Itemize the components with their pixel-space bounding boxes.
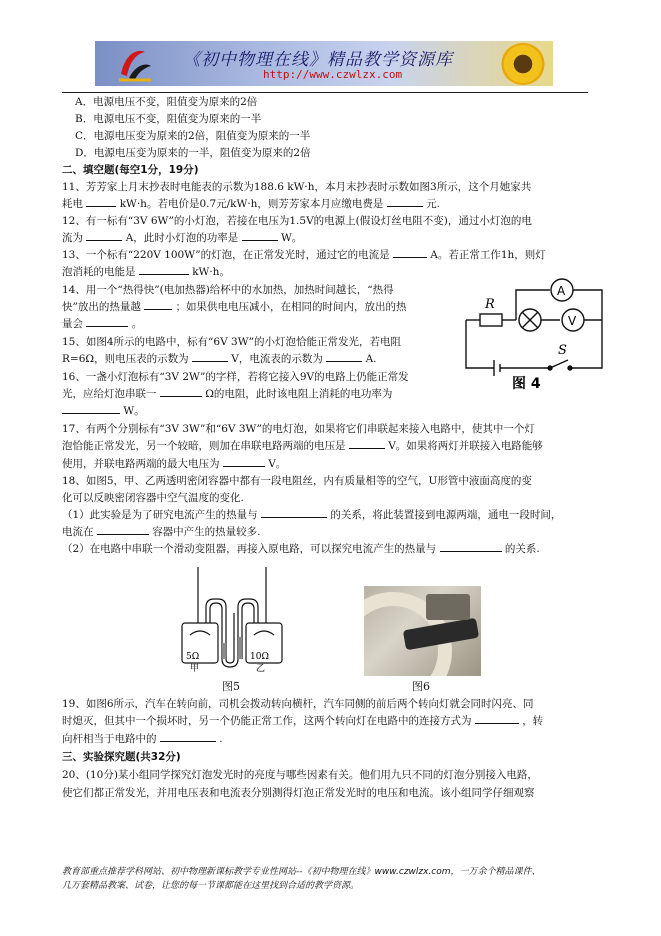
- q16-text-b: Ω的电阻，此时该电阻上消耗的电功率为: [205, 388, 393, 400]
- fig4-label-a: A: [557, 284, 566, 298]
- q16-line1: 16、一盏小灯泡标有“3V 2W”的字样，若将它接入9V的电路上仍能正常发: [62, 371, 409, 383]
- q19-text-a: 时熄灭，但其中一个损坏时，另一个仍能正常工作，这两个转向灯在电路中的连接方式为: [62, 715, 472, 727]
- q11-blank-1[interactable]: [86, 196, 116, 207]
- header-rule: [62, 92, 588, 93]
- option-c: C．电源电压变为原来的2倍，阻值变为原来的一半: [75, 130, 311, 142]
- fig4-label-v: V: [568, 314, 577, 328]
- q12-blank-1[interactable]: [86, 230, 122, 241]
- header-title: 《初中物理在线》精品教学资源库: [183, 50, 453, 70]
- q17-line3: [62, 456, 286, 471]
- fig5-label-yi: 乙: [256, 664, 266, 673]
- figure-5-apparatus: [176, 563, 288, 673]
- q19-text-b: ，转: [522, 715, 544, 727]
- footer-line1: 教育部重点推荐学科网站、初中物理新课标教学专业性网站--《初中物理在线》www.czwlzx.com，一万余个精品课件、: [62, 867, 541, 877]
- q18-blank-1[interactable]: [261, 507, 327, 518]
- q20-line1: 20、(10分)某小组同学探究灯泡发光时的亮度与哪些因素有关。他们用九只不同的灯泡分别接入电路，: [62, 769, 538, 781]
- q18-text-e: （2）在电路中串联一个滑动变阻器，再接入原电路，可以探究电流产生的热量与: [62, 543, 437, 555]
- header-banner: [95, 41, 553, 86]
- q17-text-b: V。如果将两灯并联接入电路能够: [388, 440, 543, 452]
- fig5-r1: 5Ω: [186, 652, 200, 662]
- q15-line1: 15、如图4所示的电路中，标有“6V 3W”的小灯泡恰能正常发光，若电阻: [62, 336, 402, 348]
- q14-text-c: 量会: [62, 318, 83, 330]
- q11-line2: [62, 196, 440, 211]
- fig5-caption: 图5: [222, 680, 240, 693]
- q11-line1: 11、芳芳家上月末抄表时电能表的示数为188.6 kW·h，本月末抄表时示数如图3所示，这个月她家共: [62, 181, 532, 193]
- q12-text-a: 流为: [62, 232, 83, 244]
- q16-blank-2[interactable]: [62, 403, 120, 414]
- q17-blank-1[interactable]: [349, 438, 385, 449]
- q12-blank-2[interactable]: [242, 230, 278, 241]
- q16-text-a: 光，应给灯泡串联一: [62, 388, 157, 400]
- q18-blank-3[interactable]: [440, 541, 502, 552]
- option-a: A．电源电压不变，阻值变为原来的2倍: [75, 96, 258, 108]
- q15-text-c: A.: [365, 353, 377, 365]
- figure-6-photo: [364, 586, 481, 676]
- q14-line2: [62, 299, 407, 314]
- fig4-label-s: S: [558, 343, 567, 358]
- option-b: B．电源电压不变，阻值变为原来的一半: [75, 113, 262, 125]
- q13-text-b: A。若正常工作1h，则灯: [430, 249, 546, 261]
- q19-blank-2[interactable]: [160, 731, 216, 742]
- dashboard-shape: [426, 594, 470, 620]
- q17-line1: 17、有两个分别标有“3V 3W”和“6V 3W”的电灯泡，如果将它们串联起来接入电路中，使其中一个灯: [62, 423, 535, 435]
- q11-text-c: 元.: [426, 198, 440, 210]
- q15-line2: [62, 351, 376, 366]
- q13-line2: [62, 264, 230, 279]
- q11-text-a: 耗电: [62, 198, 83, 210]
- q13-blank-2[interactable]: [139, 264, 189, 275]
- section-3-title: 三、实验探究题(共32分): [62, 751, 181, 763]
- q19-line3: [62, 731, 223, 746]
- q18-line3: [62, 507, 561, 522]
- q17-line2: [62, 438, 543, 453]
- section-2-title: 二、填空题(每空1分，19分): [62, 164, 199, 176]
- logo-icon: [115, 44, 155, 82]
- q11-text-b: kW·h。若电价是0.7元/kW·h，则芳芳家本月应缴电费是: [119, 198, 384, 210]
- fig5-label-jia: 甲: [190, 664, 200, 673]
- q18-text-d: 容器中产生的热量较多.: [152, 526, 261, 538]
- q19-text-c: 向杆相当于电路中的: [62, 733, 157, 745]
- q14-text-b: ；如果供电电压减小，在相同的时间内，放出的热: [175, 301, 407, 313]
- q15-text-a: R=6Ω，则电压表的示数为: [62, 353, 189, 365]
- q18-text-c: 电流在: [62, 526, 94, 538]
- q18-blank-2[interactable]: [97, 524, 149, 535]
- q14-line3: [62, 316, 142, 331]
- q18-line4: [62, 524, 261, 539]
- q16-blank-1[interactable]: [160, 386, 202, 397]
- q17-text-c: 使用，并联电路两端的最大电压为: [62, 458, 220, 470]
- fig6-caption: 图6: [412, 680, 430, 693]
- q13-text-c: 泡消耗的电能是: [62, 266, 136, 278]
- q16-text-d: W。: [123, 405, 145, 417]
- footer-line2: 几万套精品教案、试卷，让您的每一节课都能在这里找到合适的教学资源。: [62, 881, 360, 891]
- header-url[interactable]: http://www.czwlzx.com: [263, 68, 403, 81]
- q12-line1: 12、有一标有“3V 6W”的小灯泡，若接在电压为1.5V的电源上(假设灯丝电阻不变)，通过小灯泡的电: [62, 215, 532, 227]
- q18-line1: 18、如图5，甲、乙两透明密闭容器中都有一段电阻丝，内有质量相等的空气，U形管中液面高度的变: [62, 475, 532, 487]
- q11-blank-2[interactable]: [387, 196, 423, 207]
- q17-blank-2[interactable]: [223, 456, 265, 467]
- q18-line2: 化可以反映密闭容器中空气温度的变化.: [62, 492, 244, 504]
- fig4-caption: 图 4: [512, 376, 541, 392]
- q16-line3: [62, 403, 145, 418]
- q15-blank-2[interactable]: [326, 351, 362, 362]
- q19-line1: 19、如图6所示，汽车在转向前，司机会拨动转向横杆，汽车同侧的前后两个转向灯就会同时闪亮、同: [62, 698, 534, 710]
- q16-line2: [62, 386, 392, 401]
- q20-line2: 使它们都正常发光，并用电压表和电流表分别测得灯泡正常发光时的电压和电流。该小组同学仔细观察: [62, 787, 535, 799]
- q19-text-d: .: [219, 733, 223, 745]
- fig5-r2: 10Ω: [250, 652, 269, 662]
- sunflower-image: [501, 43, 545, 85]
- q13-text-d: kW·h。: [192, 266, 230, 278]
- q13-line1: [62, 247, 546, 262]
- q12-text-b: A，此时小灯泡的功率是: [125, 232, 239, 244]
- q18-text-f: 的关系.: [504, 543, 540, 555]
- q18-line5: [62, 541, 540, 556]
- q14-text-d: 。: [131, 318, 143, 330]
- q14-line1: 14、用一个“热得快”(电加热器)给杯中的水加热，加热时间越长，“热得: [62, 284, 394, 296]
- q12-text-c: W。: [280, 232, 303, 244]
- option-d: D．电源电压变为原来的一半，阻值变为原来的2倍: [75, 147, 311, 159]
- q14-blank-2[interactable]: [86, 316, 128, 327]
- q13-blank-1[interactable]: [393, 247, 427, 258]
- fig4-label-r: R: [485, 297, 495, 312]
- q19-blank-1[interactable]: [475, 713, 519, 724]
- q17-text-d: V。: [268, 458, 287, 470]
- q15-blank-1[interactable]: [192, 351, 228, 362]
- q17-text-a: 泡恰能正常发光，另一个较暗，则加在串联电路两端的电压是: [62, 440, 346, 452]
- q13-text-a: 13、一个标有“220V 100W”的灯泡，在正常发光时，通过它的电流是: [62, 249, 390, 261]
- figure-4-circuit: [458, 276, 608, 398]
- q14-text-a: 快”放出的热量越: [62, 301, 141, 313]
- q12-line2: [62, 230, 302, 245]
- q18-text-b: 的关系，将此装置接到电源两端，通电一段时间，: [330, 509, 562, 521]
- q18-text-a: （1）此实验是为了研究电流产生的热量与: [62, 509, 258, 521]
- q14-blank-1[interactable]: [144, 299, 172, 310]
- q15-text-b: V，电流表的示数为: [231, 353, 323, 365]
- q19-line2: [62, 713, 543, 728]
